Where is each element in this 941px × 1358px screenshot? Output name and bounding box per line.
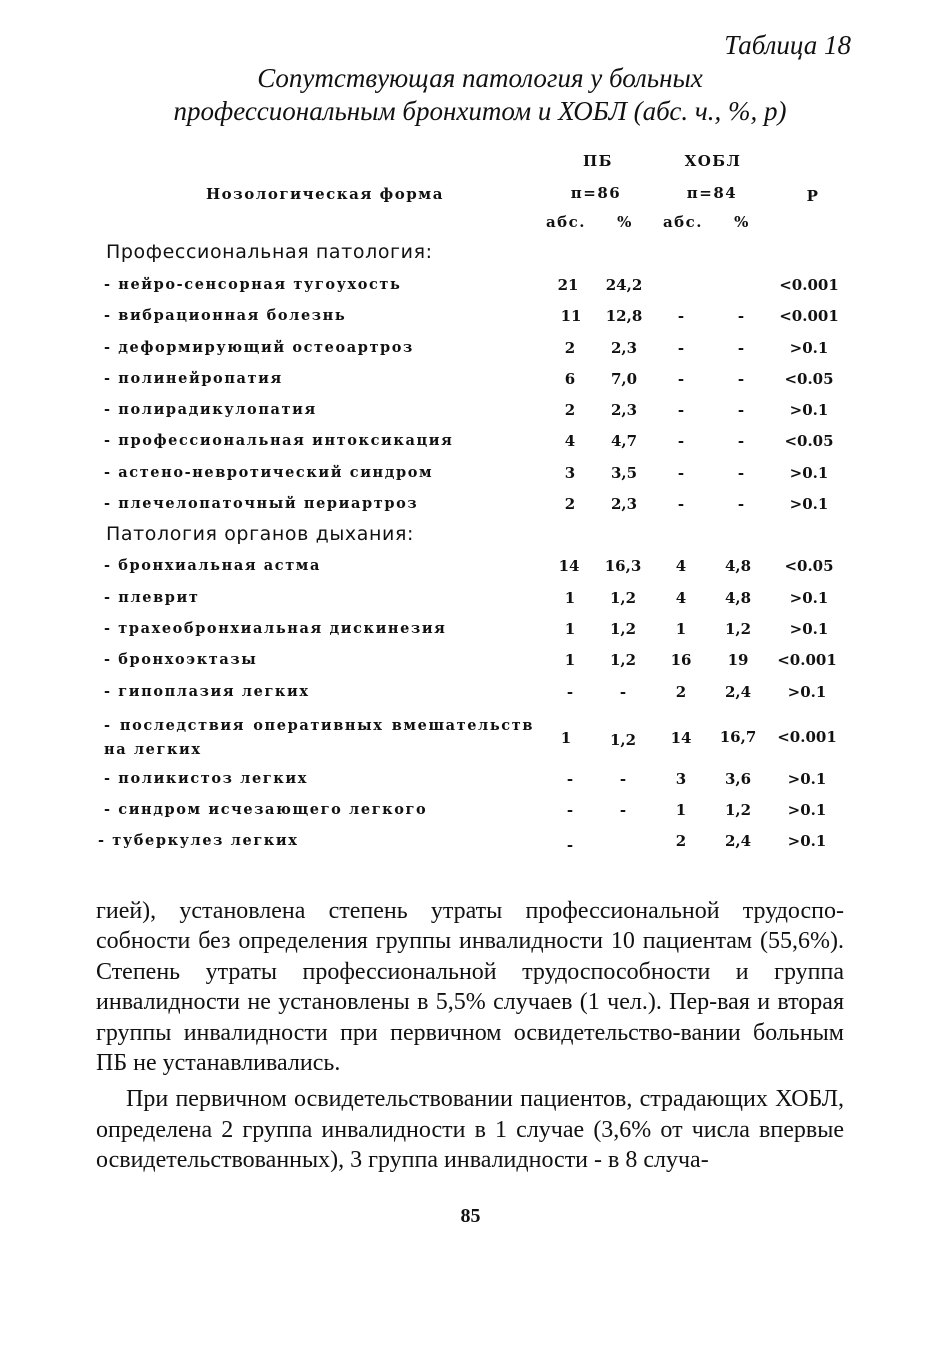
row-label: - гипоплазия легких bbox=[104, 683, 310, 700]
pb-abs-cell: - bbox=[566, 836, 574, 854]
table-row bbox=[0, 801, 941, 831]
pb-abs-cell: 2 bbox=[564, 401, 576, 419]
table-row bbox=[0, 401, 941, 431]
pb-abs-cell: - bbox=[566, 683, 574, 701]
table-row bbox=[0, 557, 941, 587]
row-label: - плечелопаточный периартроз bbox=[104, 495, 419, 512]
copd-pct-cell: - bbox=[737, 464, 745, 482]
pb-abs-cell: 14 bbox=[558, 557, 580, 575]
p-value-cell: >0.1 bbox=[789, 589, 829, 607]
pb-abs-cell: 1 bbox=[564, 651, 576, 669]
pb-pct-cell: - bbox=[619, 770, 627, 788]
table-row bbox=[0, 464, 941, 494]
p-value-cell: >0.1 bbox=[789, 464, 829, 482]
table-row bbox=[0, 339, 941, 369]
row-label: - вибрационная болезнь bbox=[104, 307, 347, 324]
copd-pct-cell: 4,8 bbox=[724, 589, 752, 607]
copd-abs-cell: 2 bbox=[675, 832, 687, 850]
copd-abs-cell: 16 bbox=[670, 651, 692, 669]
copd-pct-cell: 16,7 bbox=[719, 728, 757, 746]
header-pb-pct: % bbox=[617, 213, 633, 231]
pb-pct-cell: 4,7 bbox=[610, 432, 638, 450]
table-row bbox=[0, 495, 941, 525]
p-value-cell: >0.1 bbox=[787, 801, 827, 819]
row-label: - поликистоз легких bbox=[104, 770, 308, 787]
pb-pct-cell: 2,3 bbox=[610, 495, 638, 513]
header-p: Р bbox=[806, 187, 820, 205]
copd-abs-cell: 3 bbox=[675, 770, 687, 788]
row-label bbox=[104, 714, 534, 762]
pb-pct-cell: 2,3 bbox=[610, 401, 638, 419]
copd-pct-cell: 1,2 bbox=[724, 801, 752, 819]
copd-pct-cell: 3,6 bbox=[724, 770, 752, 788]
header-copd-abs: абс. bbox=[662, 213, 704, 231]
copd-abs-cell: - bbox=[677, 432, 685, 450]
pb-pct-cell: 3,5 bbox=[610, 464, 638, 482]
pb-abs-cell: 2 bbox=[564, 339, 576, 357]
page-number: 85 bbox=[460, 1205, 481, 1227]
copd-pct-cell: 1,2 bbox=[724, 620, 752, 638]
copd-pct-cell: - bbox=[737, 370, 745, 388]
row-label: - полирадикулопатия bbox=[104, 401, 317, 418]
pb-abs-cell: 6 bbox=[564, 370, 576, 388]
pb-pct-cell: 12,8 bbox=[605, 307, 643, 325]
body-text bbox=[96, 896, 844, 1176]
p-value-cell: >0.1 bbox=[789, 495, 829, 513]
copd-pct-cell: - bbox=[737, 432, 745, 450]
row-label: - бронхиальная астма bbox=[104, 557, 321, 574]
row-label: - плеврит bbox=[104, 589, 200, 606]
table-row bbox=[0, 770, 941, 800]
header-copd: ХОБЛ bbox=[684, 152, 742, 170]
pb-pct-cell: 1,2 bbox=[609, 731, 637, 749]
copd-abs-cell: - bbox=[677, 339, 685, 357]
row-label: - профессиональная интоксикация bbox=[104, 432, 454, 449]
p-value-cell: <0.001 bbox=[779, 307, 839, 325]
pb-abs-cell: - bbox=[566, 801, 574, 819]
p-value-cell: >0.1 bbox=[789, 339, 829, 357]
table-row bbox=[0, 620, 941, 650]
row-label: - астено-невротический синдром bbox=[104, 464, 434, 481]
copd-pct-cell: 2,4 bbox=[724, 683, 752, 701]
row-label: - бронхоэктазы bbox=[104, 651, 258, 668]
row-label: - деформирующий остеоартроз bbox=[104, 339, 414, 356]
p-value-cell: >0.1 bbox=[789, 401, 829, 419]
p-value-cell: <0.05 bbox=[784, 432, 834, 450]
table-title-line-1: Сопутствующая патология у больных bbox=[257, 63, 703, 93]
table-row bbox=[0, 432, 941, 462]
copd-pct-cell: - bbox=[737, 495, 745, 513]
copd-pct-cell: 2,4 bbox=[724, 832, 752, 850]
pb-abs-cell: 3 bbox=[564, 464, 576, 482]
p-value-cell: >0.1 bbox=[787, 683, 827, 701]
pb-pct-cell: 2,3 bbox=[610, 339, 638, 357]
paragraph-2: При первичном освидетельствовании пациентов, страдающих ХОБЛ, определена 2 группа инвалидности в 1 случае (3,6% от числа впервые освидетельствованных), 3 группа инвалидности - в 8 случа- bbox=[96, 1086, 844, 1174]
row-label: - нейро-сенсорная тугоухость bbox=[104, 276, 402, 293]
header-pb-n: п=86 bbox=[570, 184, 622, 202]
pb-abs-cell: - bbox=[566, 770, 574, 788]
table-row bbox=[0, 651, 941, 681]
header-copd-n: п=84 bbox=[686, 184, 738, 202]
table-row bbox=[0, 714, 941, 764]
table-row bbox=[0, 832, 941, 862]
p-value-cell: >0.1 bbox=[787, 832, 827, 850]
copd-abs-cell: 4 bbox=[675, 589, 687, 607]
section-title-occupational: Профессиональная патология: bbox=[106, 241, 433, 263]
copd-abs-cell: 1 bbox=[675, 620, 687, 638]
copd-pct-cell: - bbox=[737, 339, 745, 357]
pb-pct-cell: 1,2 bbox=[609, 651, 637, 669]
pb-abs-cell: 4 bbox=[564, 432, 576, 450]
pb-abs-cell: 11 bbox=[560, 307, 582, 325]
paragraph-1: гией), установлена степень утраты профессиональной трудоспо-собности без определения группы инвалидности 10 пациентам (55,6%). Степень утраты профессиональной трудоспособности и группа инвалидности не установлены в 5,5% случаев (1 чел.). Пер-вая и вторая группы инвалидности при первичном освидетельство-вании больным ПБ не устанавливались. bbox=[96, 898, 844, 1077]
header-pb-abs: абс. bbox=[545, 213, 587, 231]
p-value-cell: >0.1 bbox=[789, 620, 829, 638]
copd-abs-cell: 4 bbox=[675, 557, 687, 575]
copd-abs-cell: 14 bbox=[670, 729, 692, 747]
pb-pct-cell: 7,0 bbox=[610, 370, 638, 388]
pb-abs-cell: 21 bbox=[557, 276, 579, 294]
pb-abs-cell: 2 bbox=[564, 495, 576, 513]
row-label: - туберкулез легких bbox=[98, 832, 299, 849]
copd-abs-cell: - bbox=[677, 401, 685, 419]
pb-abs-cell: 1 bbox=[564, 589, 576, 607]
p-value-cell: >0.1 bbox=[787, 770, 827, 788]
p-value-cell: <0.001 bbox=[779, 276, 839, 294]
copd-abs-cell: 1 bbox=[675, 801, 687, 819]
copd-abs-cell: - bbox=[677, 370, 685, 388]
row-label-line-1: - последствия оперативных вмешательств bbox=[104, 717, 534, 734]
copd-abs-cell: - bbox=[677, 307, 685, 325]
pb-abs-cell: 1 bbox=[564, 620, 576, 638]
table-number: Таблица 18 bbox=[724, 30, 851, 60]
table-row bbox=[0, 683, 941, 713]
pb-abs-cell: 1 bbox=[560, 729, 572, 747]
header-copd-pct: % bbox=[734, 213, 750, 231]
pb-pct-cell: - bbox=[619, 683, 627, 701]
row-label: - полинейропатия bbox=[104, 370, 283, 387]
row-label: - синдром исчезающего легкого bbox=[104, 801, 428, 818]
copd-pct-cell: 19 bbox=[727, 651, 749, 669]
copd-abs-cell: - bbox=[677, 464, 685, 482]
pb-pct-cell: 24,2 bbox=[605, 276, 643, 294]
row-label: - трахеобронхиальная дискинезия bbox=[104, 620, 447, 637]
p-value-cell: <0.001 bbox=[777, 651, 837, 669]
table-row bbox=[0, 370, 941, 400]
copd-pct-cell: - bbox=[737, 307, 745, 325]
p-value-cell: <0.05 bbox=[784, 370, 834, 388]
pb-pct-cell: 16,3 bbox=[604, 557, 642, 575]
copd-abs-cell: 2 bbox=[675, 683, 687, 701]
table-title-line-2: профессиональным бронхитом и ХОБЛ (абс. ч., %, р) bbox=[173, 96, 787, 126]
p-value-cell: <0.001 bbox=[777, 728, 837, 746]
table-row bbox=[0, 589, 941, 619]
table-row bbox=[0, 276, 941, 306]
pb-pct-cell: 1,2 bbox=[609, 620, 637, 638]
section-title-respiratory: Патология органов дыхания: bbox=[106, 523, 415, 545]
copd-abs-cell: - bbox=[677, 495, 685, 513]
row-label-line-2: на легких bbox=[104, 741, 202, 758]
table-row bbox=[0, 307, 941, 337]
table-title bbox=[100, 62, 860, 128]
pb-pct-cell: 1,2 bbox=[609, 589, 637, 607]
header-form: Нозологическая форма bbox=[206, 185, 444, 203]
p-value-cell: <0.05 bbox=[784, 557, 834, 575]
header-pb: ПБ bbox=[583, 152, 613, 170]
copd-pct-cell: 4,8 bbox=[724, 557, 752, 575]
copd-pct-cell: - bbox=[737, 401, 745, 419]
pb-pct-cell: - bbox=[619, 801, 627, 819]
